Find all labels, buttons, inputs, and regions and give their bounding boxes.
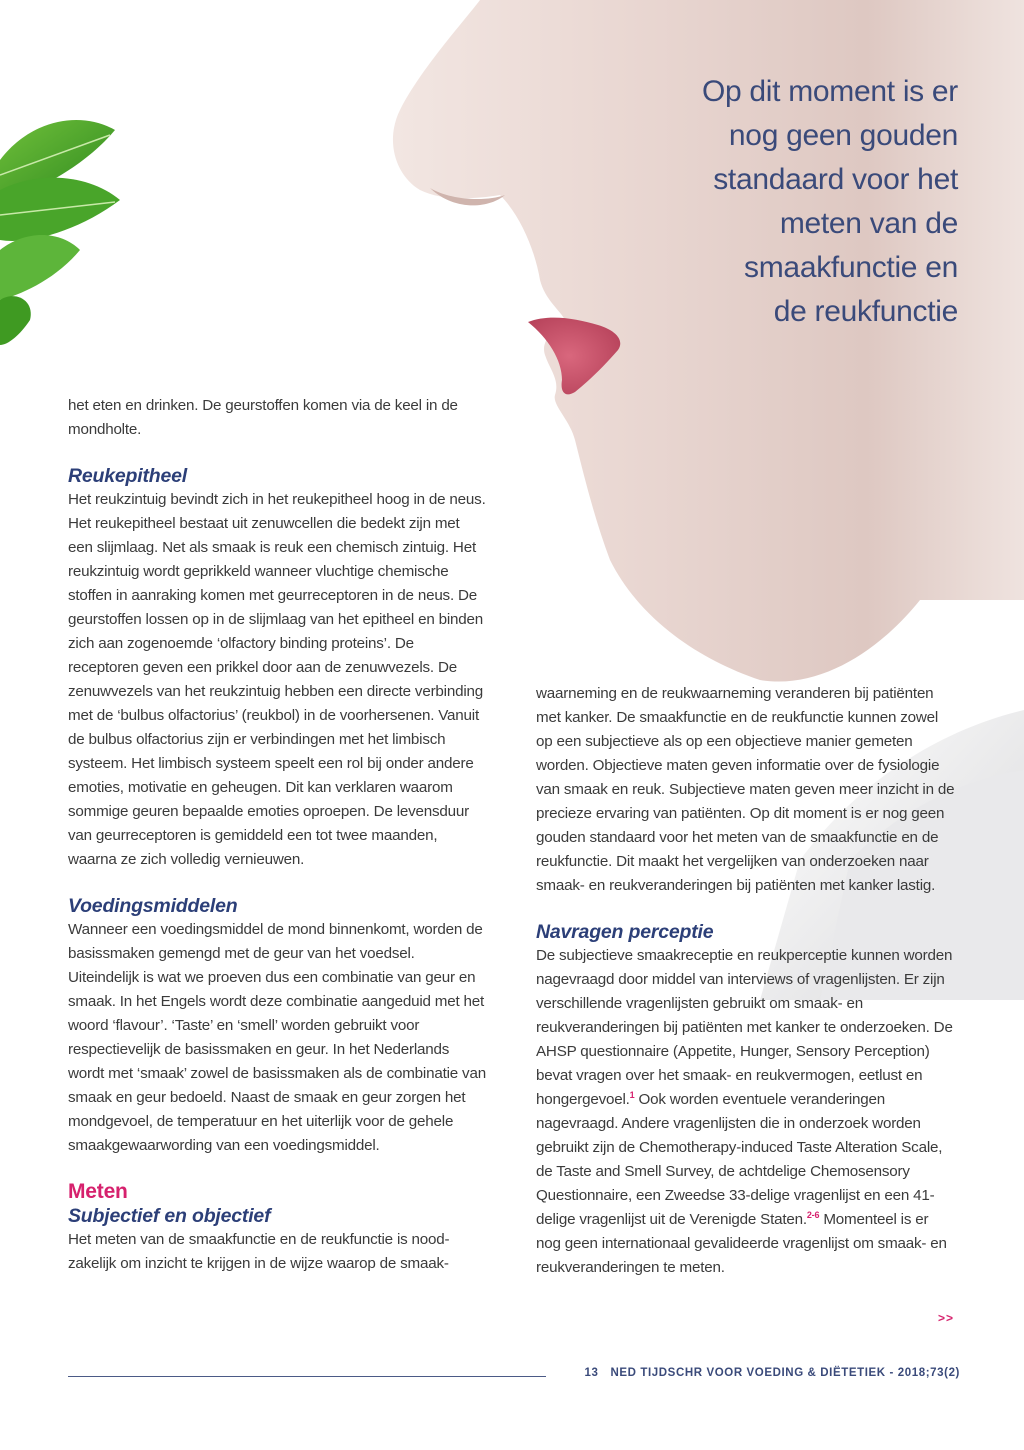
footer-divider bbox=[68, 1376, 546, 1377]
navragen-text-3: Momenteel is er nog geen internationaal gevalideerde vragenlijst om smaak- en reukveranderingen te meten. bbox=[536, 1211, 947, 1276]
navragen-paragraph bbox=[536, 944, 956, 1280]
navragen-heading: Navragen perceptie bbox=[536, 921, 714, 943]
pull-quote-line: meten van de bbox=[779, 207, 958, 240]
pull-quote-line: Op dit moment is er bbox=[701, 75, 958, 108]
navragen-text-2: Ook worden eventuele veranderingen nagevraagd. Andere vragenlijsten die in onderzoek worden gebruikt zijn de Chemotherapy-induced Taste Alteration Scale, de Taste and Smell Survey, de achtdelige Chemosensory Questionnaire, een Zweedse 33-delige vragenlijst en een 41-delige vragenlijst uit de Verenigde Staten. bbox=[536, 1091, 943, 1228]
reference-2-6: 2-6 bbox=[806, 1209, 820, 1220]
continuation-paragraph: waarneming en de reukwaarneming veranderen bij patiënten met kanker. De smaakfunctie en de reukfunctie kunnen zowel op een subjectieve als op een objectieve manier gemeten worden. Objectieve maten geven informatie over de fysiologie van smaak en reuk. Subjectieve maten geven meer inzicht in de precieze ervaring van patiënten. Op dit moment is er nog geen gouden standaard voor het meten van de smaakfunctie en de reukfunctie. Dit maakt het vergelijken van onderzoeken naar smaak- en reukveranderingen bij patiënten met kanker lastig. bbox=[536, 685, 955, 894]
page-footer bbox=[560, 1367, 960, 1379]
reukepitheel-heading: Reukepitheel bbox=[68, 465, 187, 487]
pull-quote-line: smaakfunctie en bbox=[744, 251, 958, 284]
navragen-text-1: De subjectieve smaakreceptie en reukperceptie kunnen worden nagevraagd door middel van interviews of vragenlijsten. Er zijn verschillende vragenlijsten gebruikt om smaak- en reukveranderingen bij patiënten met kanker te onderzoeken. De AHSP questionnaire (Appetite, Hunger, Sensory Perception) bevat vragen over het smaak- en reukvermogen, eetlust en hongergevoel. bbox=[536, 947, 953, 1108]
reference-1: 1 bbox=[629, 1089, 635, 1100]
continue-marker: >> bbox=[938, 1311, 955, 1325]
meten-heading: Meten bbox=[68, 1180, 128, 1203]
pull-quote-line: standaard voor het bbox=[713, 163, 958, 196]
reukepitheel-paragraph: Het reukzintuig bevindt zich in het reukepitheel hoog in de neus. Het reukepitheel bestaat uit zenuwcellen die bedekt zijn met een slijmlaag. Net als smaak is reuk een chemisch zintuig. Het reukzintuig wordt geprikkeld wanneer vluchtige chemische stoffen in aanraking komen met geurreceptoren in de neus. De geurstoffen lossen op in de slijmlaag van het epitheel en binden zich aan zogenoemde ‘olfactory binding proteins’. De receptoren geven een prikkel door aan de zenuwvezels. De zenuwvezels van het reukzintuig hebben een directe verbinding met de ‘bulbus olfactorius’ (reukbol) in de voorhersenen. Vanuit de bulbus olfactorius zijn er verbindingen met het limbisch systeem. Het limbisch systeem speelt een rol bij onder andere emoties, motivatie en geheugen. Dit kan verklaren waarom sommige geuren bepaalde emoties oproepen. De levensduur van geurreceptoren is gemiddeld een tot twee maanden, waarna ze zich volledig vernieuwen. bbox=[68, 491, 486, 868]
subjectief-paragraph: Het meten van de smaakfunctie en de reukfunctie is noodzakelijk om inzicht te krijgen in de wijze waarop de smaak- bbox=[68, 1231, 450, 1272]
pull-quote bbox=[578, 70, 958, 334]
intro-paragraph: het eten en drinken. De geurstoffen komen via de keel in de mondholte. bbox=[68, 397, 458, 438]
mint-leaves-icon bbox=[0, 120, 120, 345]
left-column bbox=[68, 394, 488, 1276]
pull-quote-line: nog geen gouden bbox=[728, 119, 958, 152]
subjectief-heading: Subjectief en objectief bbox=[68, 1205, 271, 1227]
voedingsmiddelen-paragraph: Wanneer een voedingsmiddel de mond binnenkomt, worden de basissmaken gemengd met de geur van het voedsel. Uiteindelijk is wat we proeven dus een combinatie van geur en smaak. In het Engels wordt deze combinatie aangeduid met het woord ‘flavour’. ‘Taste’ en ‘smell’ worden gebruikt voor respectievelijk de basissmaken en geur. In het Nederlands wordt met ‘smaak’ zowel de basissmaken als de combinatie van smaak en geur bedoeld. Naast de smaak en geur zorgen het mondgevoel, de temperatuur en het uiterlijk voor de gehele smaakgewaarwording van een voedingsmiddel. bbox=[68, 921, 486, 1154]
right-column bbox=[536, 682, 956, 1280]
journal-citation: NED TIJDSCHR VOOR VOEDING & DIËTETIEK - 2018;73(2) bbox=[610, 1367, 960, 1379]
page-number: 13 bbox=[584, 1367, 599, 1379]
voedingsmiddelen-heading: Voedingsmiddelen bbox=[68, 895, 238, 917]
pull-quote-line: de reukfunctie bbox=[773, 295, 958, 328]
